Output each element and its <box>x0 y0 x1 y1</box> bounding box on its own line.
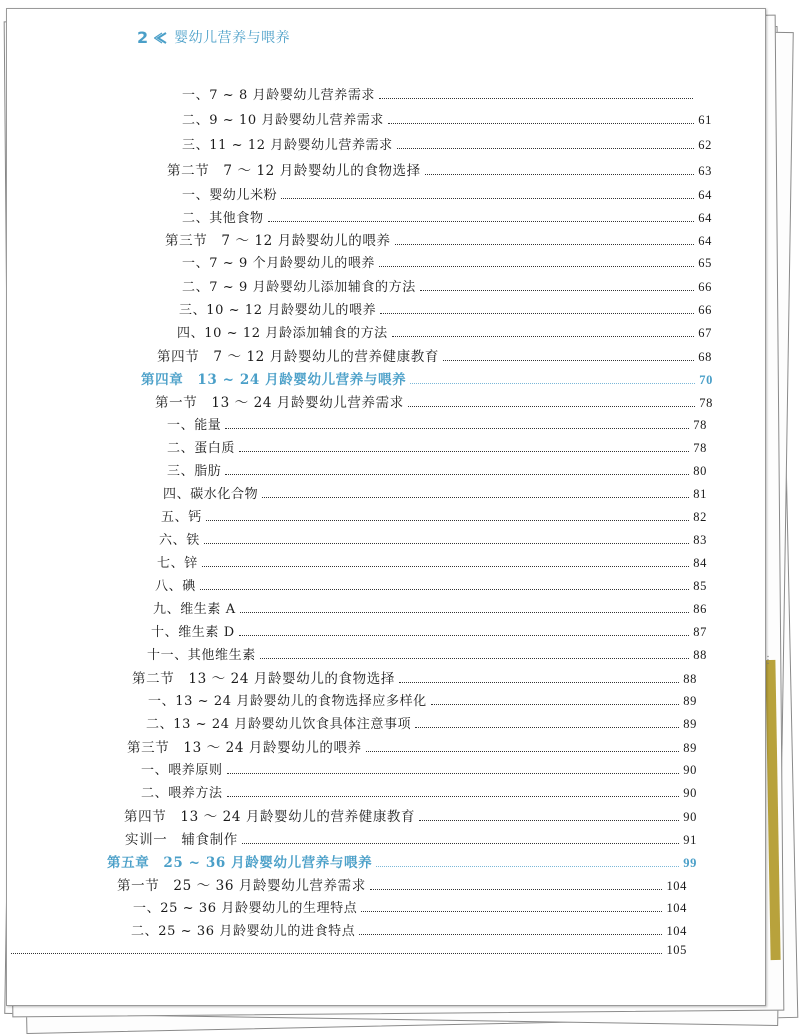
toc-entry <box>147 644 707 663</box>
toc-entry <box>182 207 712 226</box>
toc-page-number: 78 <box>693 441 707 455</box>
toc-entry <box>7 943 687 958</box>
toc-entry-title: 五、钙 <box>161 510 202 525</box>
dot-leader <box>380 312 694 314</box>
dot-leader <box>227 795 680 797</box>
toc-entry <box>131 920 687 939</box>
toc-page-number: 91 <box>683 833 697 847</box>
toc-page-number: 66 <box>698 280 712 294</box>
toc-page-number: 81 <box>693 487 707 501</box>
toc-chapter <box>107 851 697 871</box>
toc-page-number: 90 <box>683 786 697 800</box>
toc-entry-title: 一、能量 <box>167 418 222 433</box>
left-arrow-icon <box>154 30 168 44</box>
toc-section <box>117 874 687 894</box>
dot-leader <box>408 405 695 407</box>
dot-leader <box>420 289 694 291</box>
dot-leader <box>370 888 663 890</box>
toc-chapter <box>141 368 713 388</box>
toc-section <box>127 736 697 756</box>
dot-leader <box>443 359 694 361</box>
toc-page-number: 68 <box>698 350 712 364</box>
toc-entry-title: 二、25 ~ 36 月龄婴幼儿的进食特点 <box>131 924 356 939</box>
toc-page-number: 86 <box>693 602 707 616</box>
toc-page-number: 85 <box>693 579 707 593</box>
dot-leader <box>225 427 689 429</box>
dot-leader <box>268 220 695 222</box>
toc-entry-title: 七、锌 <box>157 556 198 571</box>
toc-entry-title: 三、10 ~ 12 月龄婴幼儿的喂养 <box>179 303 377 318</box>
toc-entry-title: 一、喂养原则 <box>141 763 223 778</box>
toc-entry-title: 第三节 13 ～ 24 月龄婴幼儿的喂养 <box>127 740 362 756</box>
dot-leader <box>240 611 690 613</box>
dot-leader <box>225 473 689 475</box>
toc-entry <box>141 759 697 778</box>
margin-mark: ⋮ <box>763 655 773 666</box>
toc-page-number: 104 <box>666 901 687 915</box>
toc-section <box>157 345 712 365</box>
toc-page-number: 78 <box>699 396 713 410</box>
toc-entry-title: 二、13 ~ 24 月龄婴幼儿饮食具体注意事项 <box>146 717 412 732</box>
dot-leader <box>415 726 679 728</box>
dot-leader <box>239 450 689 452</box>
dot-leader <box>392 335 695 337</box>
toc-entry-title: 一、7 ~ 9 个月龄婴幼儿的喂养 <box>182 256 376 271</box>
toc-entry-title: 十一、其他维生素 <box>147 648 256 663</box>
toc-page-number: 89 <box>683 694 697 708</box>
dot-leader <box>379 265 694 267</box>
dot-leader <box>399 681 679 683</box>
toc-page-number: 67 <box>698 326 712 340</box>
toc-page-number: 105 <box>666 943 687 957</box>
toc-entry <box>151 621 707 640</box>
toc-page-number: 104 <box>666 879 687 893</box>
dot-leader <box>206 519 689 521</box>
toc-entry <box>148 690 697 709</box>
toc-entry <box>141 782 697 801</box>
toc-entry-title: 第四节 7 ～ 12 月龄婴幼儿的营养健康教育 <box>157 349 439 365</box>
toc-entry <box>163 483 707 502</box>
dot-leader <box>200 588 689 590</box>
dot-leader <box>204 542 689 544</box>
dot-leader <box>379 97 693 99</box>
toc-entry <box>182 184 712 203</box>
toc-entry <box>167 414 707 433</box>
toc-page-number: 89 <box>683 741 697 755</box>
toc-page-number: 87 <box>693 625 707 639</box>
dot-leader <box>359 933 662 935</box>
toc-entry-title: 第四节 13 ～ 24 月龄婴幼儿的营养健康教育 <box>124 809 416 825</box>
toc-entry-title: 第五章 25 ~ 36 月龄婴幼儿营养与喂养 <box>107 855 373 871</box>
toc-page-number: 84 <box>693 556 707 570</box>
toc-entry <box>155 575 707 594</box>
toc-entry-title: 二、其他食物 <box>182 211 264 226</box>
dot-leader <box>410 382 695 384</box>
toc-entry <box>182 276 712 295</box>
toc-entry <box>153 598 707 617</box>
toc-page-number: 104 <box>666 924 687 938</box>
toc-entry <box>167 460 707 479</box>
toc-section <box>155 391 713 411</box>
toc-page-number: 78 <box>693 418 707 432</box>
toc-entry-title: 一、7 ~ 8 月龄婴幼儿营养需求 <box>182 88 376 103</box>
dot-leader <box>242 842 679 844</box>
document-page <box>6 8 773 1006</box>
toc-page-number: 90 <box>683 810 697 824</box>
toc-entry-title: 三、脂肪 <box>167 464 222 479</box>
dot-leader <box>419 819 679 821</box>
dot-leader <box>388 122 694 124</box>
dot-leader <box>260 657 689 659</box>
toc-entry <box>182 252 712 271</box>
dot-leader <box>239 634 690 636</box>
toc-page-number: 83 <box>693 533 707 547</box>
toc-entry <box>182 109 712 128</box>
toc-page-number: 82 <box>693 510 707 524</box>
toc-entry-title: 四、10 ~ 12 月龄添加辅食的方法 <box>177 326 388 341</box>
toc-entry <box>177 322 712 341</box>
dot-leader <box>227 772 680 774</box>
toc-section <box>165 229 712 249</box>
dot-leader <box>431 703 680 705</box>
dot-leader <box>366 750 680 752</box>
dot-leader <box>397 147 695 149</box>
toc-entry <box>159 529 707 548</box>
toc-entry-title: 三、11 ~ 12 月龄婴幼儿营养需求 <box>182 138 393 153</box>
toc-entry-title: 二、7 ~ 9 月龄婴幼儿添加辅食的方法 <box>182 280 416 295</box>
toc-section <box>124 805 697 825</box>
toc-entry <box>161 506 707 525</box>
toc-entry-title: 九、维生素 A <box>153 602 236 617</box>
toc-page-number: 88 <box>683 672 697 686</box>
toc-entry-title: 十、维生素 D <box>151 625 235 640</box>
toc-entry <box>179 299 712 318</box>
toc-page-number: 70 <box>699 373 713 387</box>
toc-entry-title: 第二节 7 ～ 12 月龄婴幼儿的食物选择 <box>167 163 421 179</box>
toc-section <box>125 828 697 848</box>
toc-page-number: 64 <box>698 211 712 225</box>
toc-entry-title: 二、蛋白质 <box>167 441 236 456</box>
toc-entry <box>182 84 697 103</box>
toc-page-number: 64 <box>698 234 712 248</box>
toc-page-number: 65 <box>698 256 712 270</box>
toc-page-number: 99 <box>683 856 697 870</box>
toc-entry-title: 一、婴幼儿米粉 <box>182 188 278 203</box>
toc-page-number: 66 <box>698 303 712 317</box>
toc-page-number: 80 <box>693 464 707 478</box>
toc-entry-title: 一、25 ~ 36 月龄婴幼儿的生理特点 <box>133 901 358 916</box>
toc-entry <box>133 897 687 916</box>
dot-leader <box>262 496 689 498</box>
dot-leader <box>281 197 694 199</box>
toc-entry-title: 四、碳水化合物 <box>163 487 259 502</box>
toc-page-number: 64 <box>698 188 712 202</box>
toc-entry-title: 二、喂养方法 <box>141 786 223 801</box>
book-title: 婴幼儿营养与喂养 <box>174 30 291 46</box>
toc-entry-title: 第三节 7 ～ 12 月龄婴幼儿的喂养 <box>165 233 391 249</box>
toc-page-number: 63 <box>698 164 712 178</box>
dot-leader <box>11 952 662 954</box>
toc-page-number: 89 <box>683 717 697 731</box>
toc-entry-title: 第一节 13 ～ 24 月龄婴幼儿营养需求 <box>155 395 404 411</box>
toc-page-number: 90 <box>683 763 697 777</box>
toc-entry-title: 第四章 13 ~ 24 月龄婴幼儿营养与喂养 <box>141 372 407 388</box>
dot-leader <box>376 865 679 867</box>
toc-page-number: 88 <box>693 648 707 662</box>
toc-section <box>167 159 712 179</box>
toc-entry-title: 二、9 ~ 10 月龄婴幼儿营养需求 <box>182 113 384 128</box>
toc-entry-title: 八、碘 <box>155 579 196 594</box>
toc-entry-title: 一、13 ~ 24 月龄婴幼儿的食物选择应多样化 <box>148 694 427 709</box>
dot-leader <box>202 565 689 567</box>
dot-leader <box>395 243 695 245</box>
toc-entry-title: 六、铁 <box>159 533 200 548</box>
toc-entry <box>146 713 697 732</box>
toc-entry <box>167 437 707 456</box>
toc-entry <box>182 134 712 153</box>
dot-leader <box>361 910 662 912</box>
toc-entry-title: 实训一 辅食制作 <box>125 832 238 848</box>
running-header <box>137 27 290 47</box>
toc-entry <box>157 552 707 571</box>
toc-entry-title: 第一节 25 ～ 36 月龄婴幼儿营养需求 <box>117 878 366 894</box>
toc-section <box>132 667 697 687</box>
dot-leader <box>425 173 695 175</box>
toc-page-number: 61 <box>698 113 712 127</box>
toc-entry-title: 第二节 13 ～ 24 月龄婴幼儿的食物选择 <box>132 671 395 687</box>
toc-page-number: 62 <box>698 138 712 152</box>
page-number: 2 <box>137 27 149 47</box>
